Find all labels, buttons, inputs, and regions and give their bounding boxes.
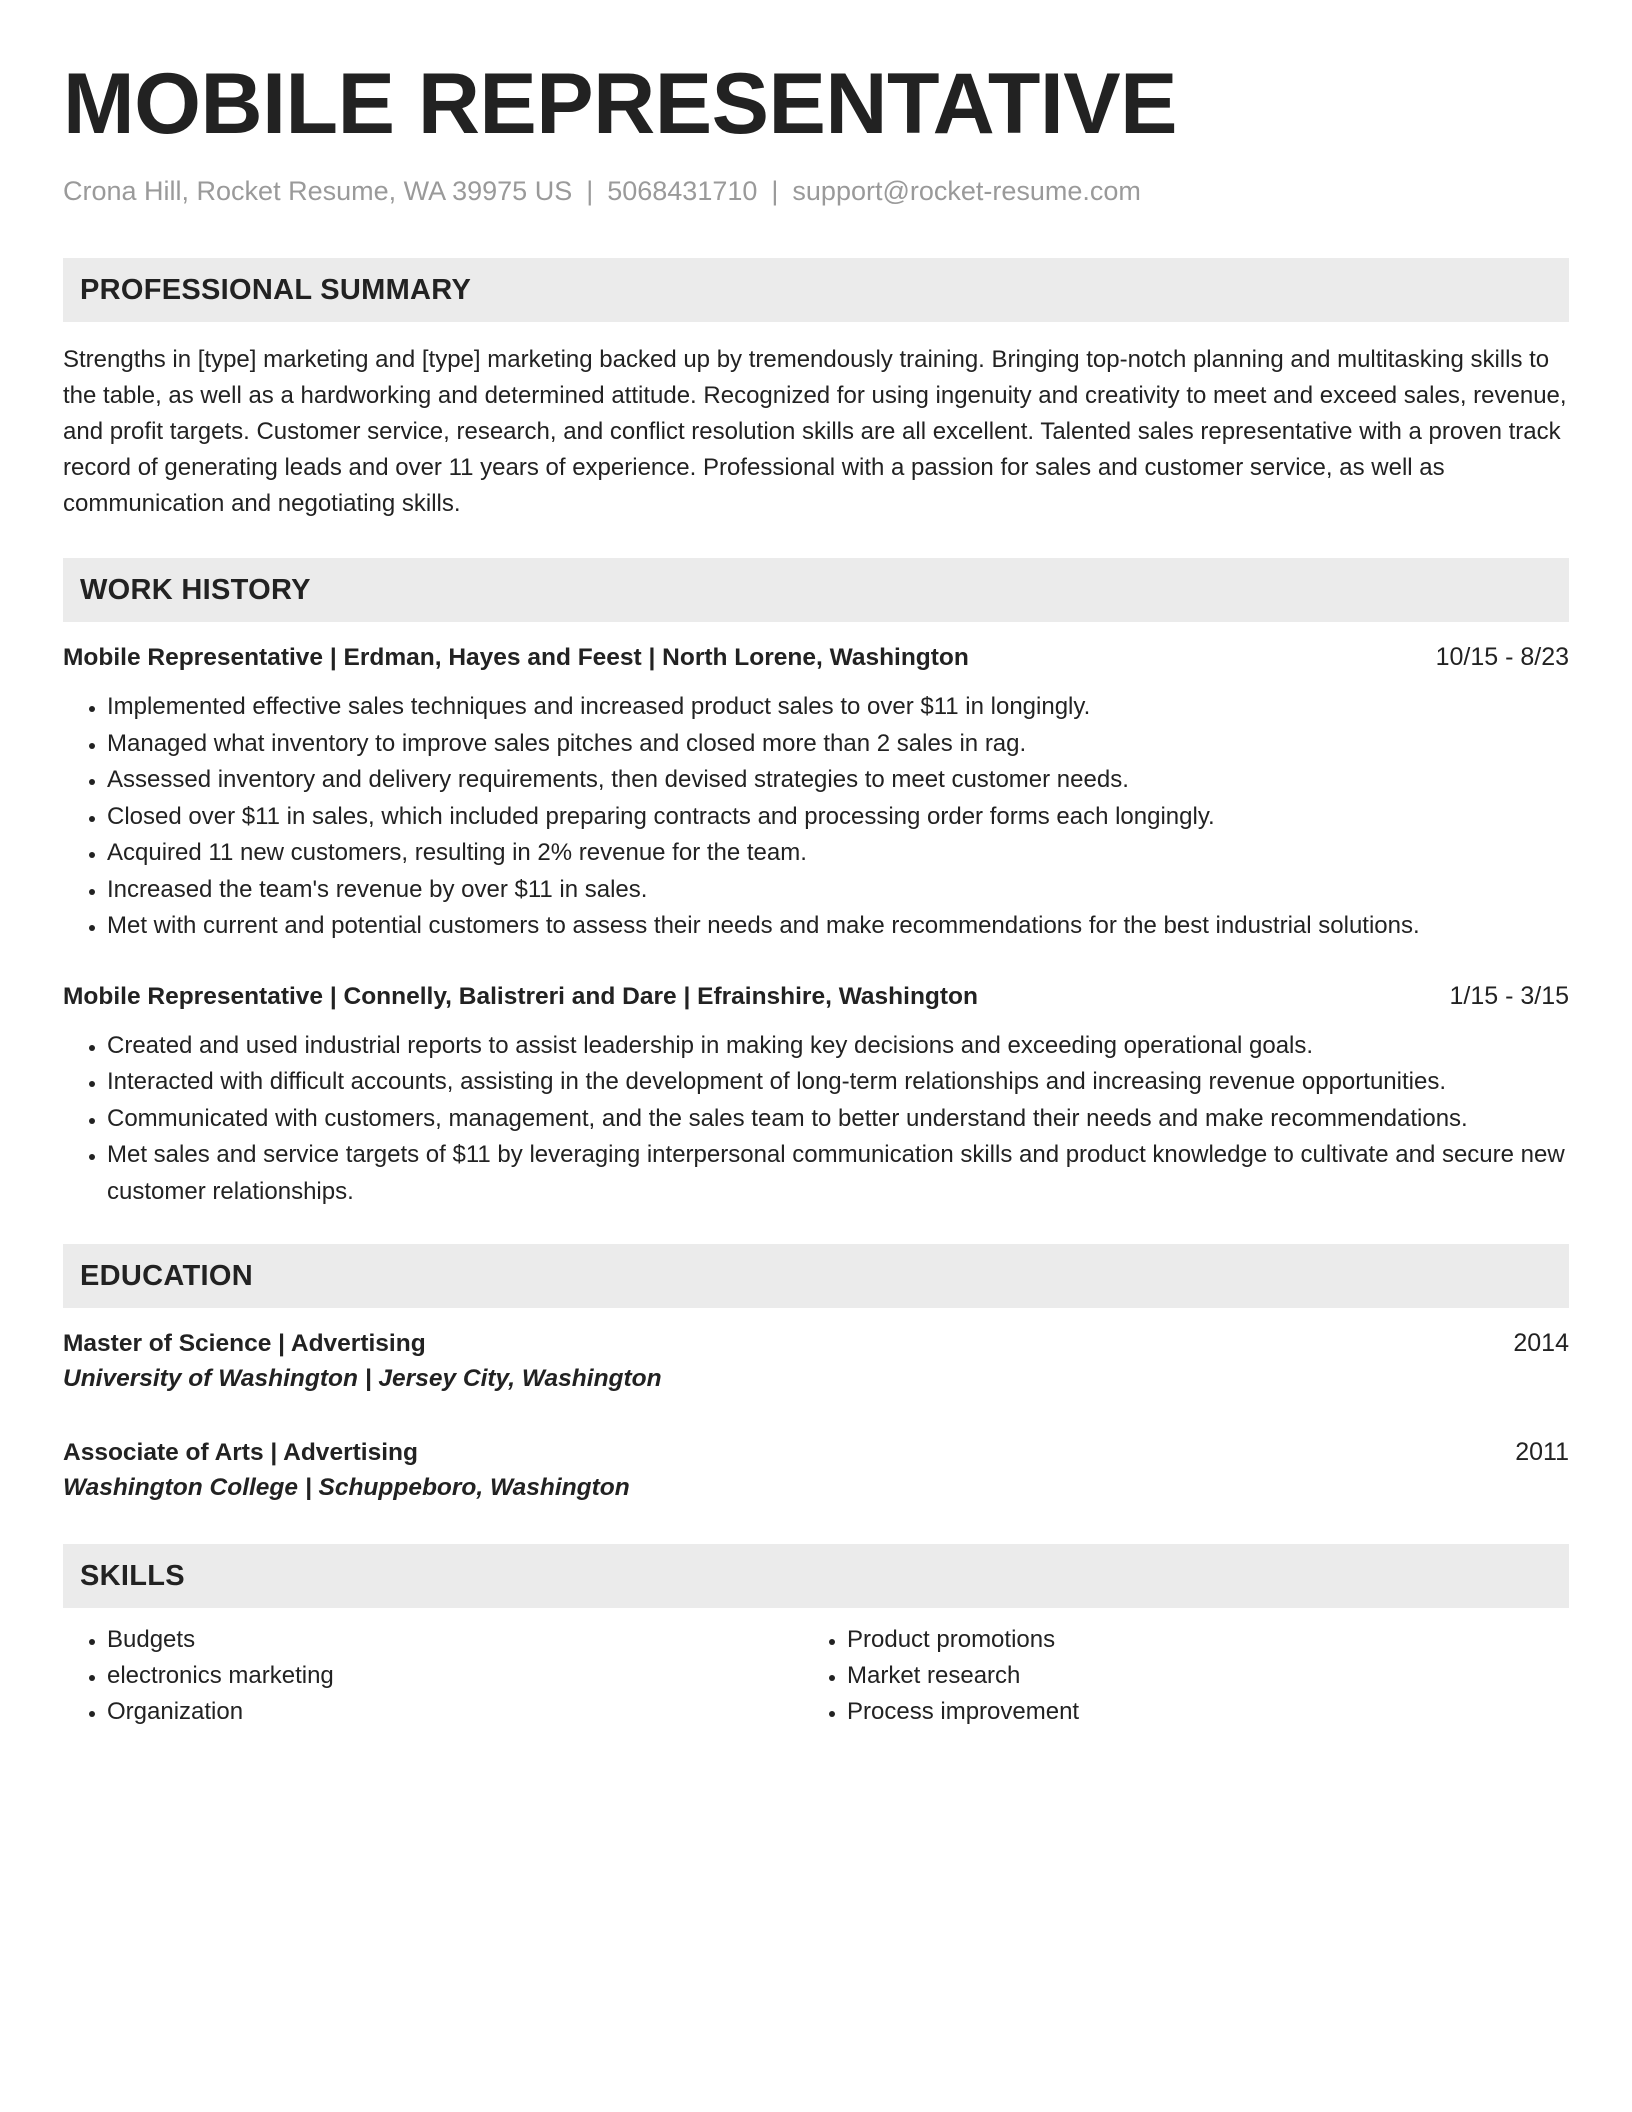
resume-title: MOBILE REPRESENTATIVE	[63, 56, 1177, 152]
section-work-history	[63, 558, 1569, 1210]
job-bullets	[63, 689, 1569, 945]
section-heading: EDUCATION	[63, 1244, 1569, 1308]
skills-list-left	[63, 1622, 803, 1730]
section-professional-summary	[63, 258, 1569, 522]
skill-item: • Product promotions	[847, 1622, 1543, 1658]
education-school: Washington College | Schuppeboro, Washington	[63, 1474, 630, 1501]
summary-text: Strengths in [type] marketing and [type] marketing backed up by tremendously training. Bringing top-notch planning and multitasking skills to the table, as well as a hardworking and determined attitude. Recognized for using ingenuity and creativity to meet and exceed sales, revenue, and profit targets. Customer service, research, and conflict resolution skills are all excellent. Talented sales representative with a proven track record of generating leads and over 11 years of experience. Professional with a passion for sales and customer service, as well as communication and negotiating skills.	[63, 346, 1567, 517]
job-title: Mobile Representative | Erdman, Hayes and Feest | North Lorene, Washington	[63, 644, 969, 671]
job-bullets	[63, 1028, 1569, 1211]
education-year: 2014	[1513, 1329, 1569, 1357]
job-bullet: • Communicated with customers, management, and the sales team to better understand their needs and make recommendations.	[107, 1101, 1569, 1138]
section-heading: PROFESSIONAL SUMMARY	[63, 258, 1569, 322]
section-education	[63, 1244, 1569, 1506]
job-bullet: • Managed what inventory to improve sales pitches and closed more than 2 sales in rag.	[107, 726, 1569, 763]
job-entry	[63, 640, 1569, 945]
skill-item: • Budgets	[107, 1622, 803, 1658]
job-bullet: • Implemented effective sales techniques and increased product sales to over $11 in longingly.	[107, 689, 1569, 726]
job-dates: 1/15 - 3/15	[1449, 981, 1569, 1010]
skill-item: • electronics marketing	[107, 1658, 803, 1694]
job-bullet: • Acquired 11 new customers, resulting in 2% revenue for the team.	[107, 835, 1569, 872]
section-heading: WORK HISTORY	[63, 558, 1569, 622]
skills-list-right	[803, 1622, 1543, 1730]
education-entry	[63, 1435, 1569, 1506]
section-skills	[63, 1544, 1569, 1730]
job-title: Mobile Representative | Connelly, Balistreri and Dare | Efrainshire, Washington	[63, 982, 978, 1010]
job-dates: 10/15 - 8/23	[1435, 643, 1569, 671]
job-bullet: • Created and used industrial reports to assist leadership in making key decisions and exceeding operational goals.	[107, 1028, 1569, 1065]
job-bullet: • Closed over $11 in sales, which included preparing contracts and processing order forms each longingly.	[107, 799, 1569, 836]
skill-item: • Process improvement	[847, 1694, 1543, 1730]
job-bullet: • Increased the team's revenue by over $11 in sales.	[107, 872, 1569, 909]
education-degree: Associate of Arts | Advertising	[63, 1439, 418, 1466]
contact-address: Crona Hill, Rocket Resume, WA 39975 US	[63, 176, 573, 206]
section-heading: SKILLS	[63, 1544, 1569, 1608]
education-entry	[63, 1326, 1569, 1397]
job-bullet: • Met sales and service targets of $11 by leveraging interpersonal communication skills and product knowledge to cultivate and secure new customer relationships.	[107, 1137, 1569, 1210]
education-year: 2011	[1515, 1438, 1569, 1466]
contact-phone: 5068431710	[607, 176, 758, 206]
job-bullet: • Assessed inventory and delivery requirements, then devised strategies to meet customer needs.	[107, 762, 1569, 799]
skill-item: • Market research	[847, 1658, 1543, 1694]
skill-item: • Organization	[107, 1694, 803, 1730]
contact-separator: |	[586, 176, 594, 206]
contact-line	[63, 174, 1569, 208]
skills-columns	[63, 1622, 1569, 1730]
education-degree: Master of Science | Advertising	[63, 1330, 426, 1357]
job-bullet: • Met with current and potential customers to assess their needs and make recommendations for the best industrial solutions.	[107, 908, 1569, 945]
contact-email: support@rocket-resume.com	[792, 176, 1141, 206]
education-school: University of Washington | Jersey City, Washington	[63, 1365, 662, 1392]
contact-separator: |	[771, 176, 779, 206]
job-bullet: • Interacted with difficult accounts, assisting in the development of long-term relationships and increasing revenue opportunities.	[107, 1064, 1569, 1101]
job-entry	[63, 979, 1569, 1211]
